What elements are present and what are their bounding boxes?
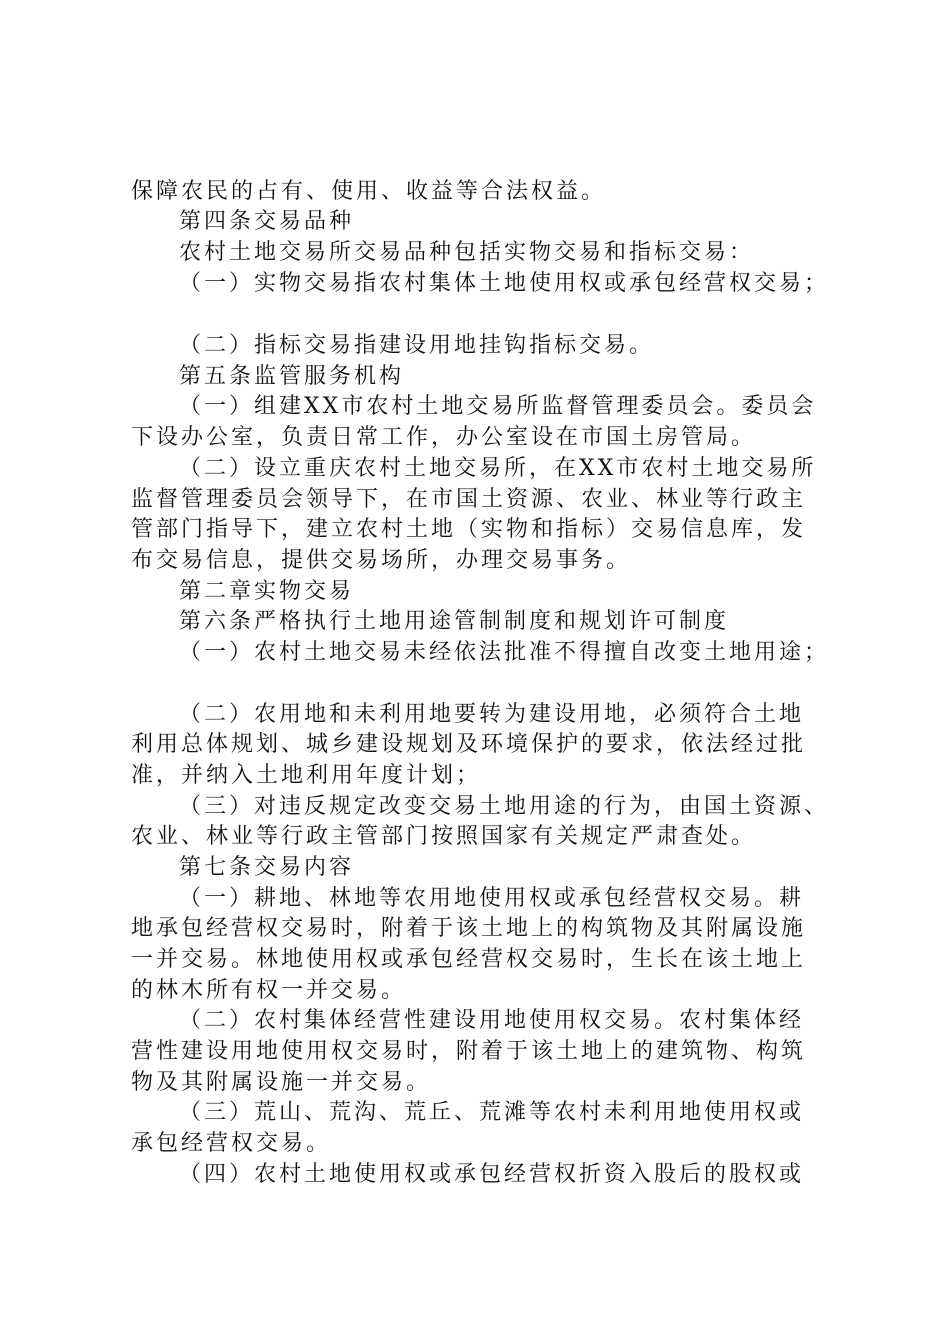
text-line: 准，并纳入土地利用年度计划； [131, 763, 482, 788]
text-line: 利用总体规划、城乡建设规划及环境保护的要求，依法经过批 [131, 732, 807, 757]
text-line: 管部门指导下，建立农村土地（实物和指标）交易信息库，发 [131, 517, 807, 542]
text-line: 农村土地交易所交易品种包括实物交易和指标交易： [179, 240, 755, 265]
text-line: （一）农村土地交易未经依法批准不得擅自改变土地用途； [179, 640, 830, 665]
text-line: 一并交易。林地使用权或承包经营权交易时，生长在该土地上 [131, 947, 807, 972]
text-line: （一）实物交易指农村集体土地使用权或承包经营权交易； [179, 271, 830, 296]
article-heading: 第四条交易品种 [179, 209, 355, 234]
text-line: 物及其附属设施一并交易。 [131, 1070, 432, 1095]
text-line: （四）农村土地使用权或承包经营权折资入股后的股权或 [179, 1162, 805, 1187]
text-line: 布交易信息，提供交易场所，办理交易事务。 [131, 548, 632, 573]
text-line: （一）组建XX市农村土地交易所监督管理委员会。委员会 [179, 394, 817, 419]
text-line: （二）农村集体经营性建设用地使用权交易。农村集体经 [179, 1008, 805, 1033]
text-line: 监督管理委员会领导下，在市国土资源、农业、林业等行政主 [131, 487, 807, 512]
text-line: 的林木所有权一并交易。 [131, 978, 407, 1003]
text-line: （三）对违反规定改变交易土地用途的行为，由国土资源、 [179, 794, 830, 819]
article-heading: 第六条严格执行土地用途管制制度和规划许可制度 [179, 609, 730, 634]
text-line: （一）耕地、林地等农用地使用权或承包经营权交易。耕 [179, 886, 805, 911]
text-line: 承包经营权交易。 [131, 1131, 332, 1156]
text-line: 农业、林业等行政主管部门按照国家有关规定严肃查处。 [131, 824, 757, 849]
text-line: 下设办公室，负责日常工作，办公室设在市国土房管局。 [131, 425, 757, 450]
text-line: （二）指标交易指建设用地挂钩指标交易。 [179, 333, 655, 358]
text-line: 保障农民的占有、使用、收益等合法权益。 [131, 179, 607, 204]
text-line: （三）荒山、荒沟、荒丘、荒滩等农村未利用地使用权或 [179, 1100, 805, 1125]
text-line: （二）设立重庆农村土地交易所，在XX市农村土地交易所 [179, 456, 817, 481]
text-line: 营性建设用地使用权交易时，附着于该土地上的建筑物、构筑 [131, 1039, 807, 1064]
text-line: 地承包经营权交易时，附着于该土地上的构筑物及其附属设施 [131, 916, 807, 941]
text-line: （二）农用地和未利用地要转为建设用地，必须符合土地 [179, 702, 805, 727]
chapter-heading: 第二章实物交易 [179, 579, 355, 604]
article-heading: 第七条交易内容 [179, 855, 355, 880]
article-heading: 第五条监管服务机构 [179, 364, 405, 389]
